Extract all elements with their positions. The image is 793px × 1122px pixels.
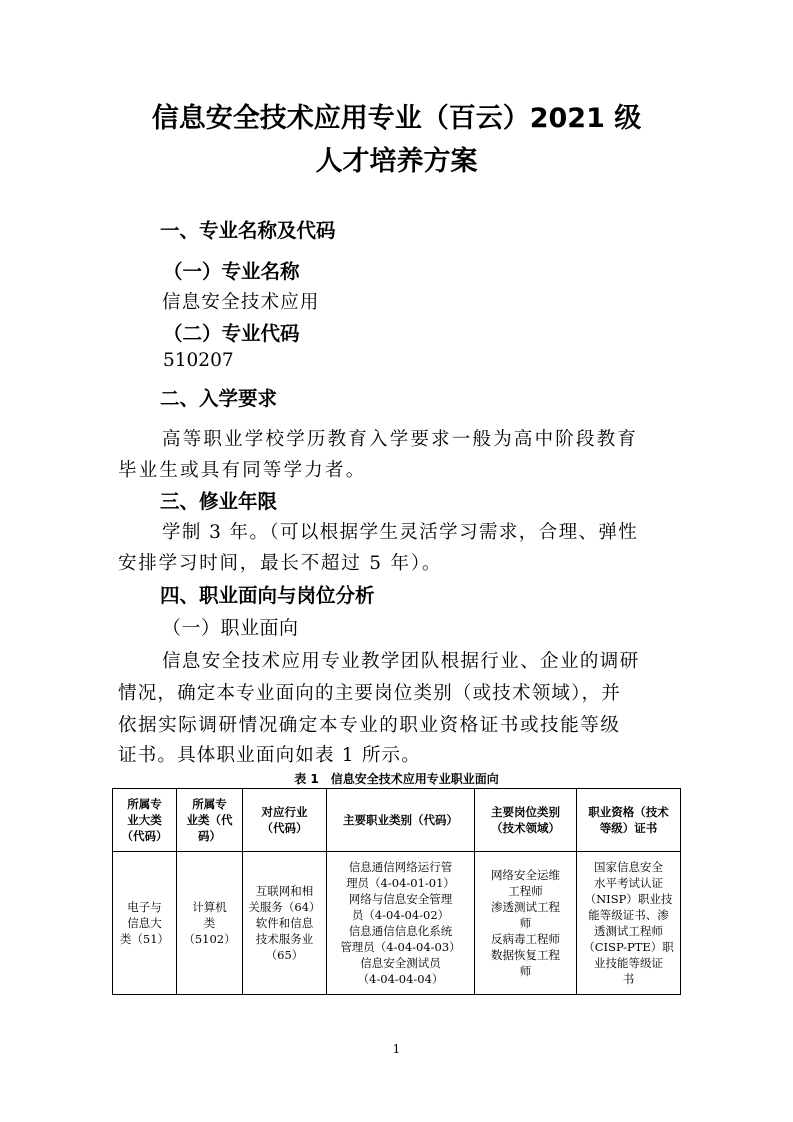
cell-discipline-category: 电子与 信息大 类（51） — [113, 852, 177, 995]
admission-text-line2: 毕业生或具有同等学力者。 — [118, 460, 367, 481]
table-row — [113, 852, 681, 995]
occupation-table — [112, 788, 681, 995]
header-discipline-category: 所属专 业大类 （代码） — [113, 789, 177, 852]
duration-text-line2: 安排学习时间，最长不超过 5 年）。 — [118, 553, 443, 574]
major-code-text: 510207 — [163, 350, 234, 371]
cell-certificate: 国家信息安全 水平考试认证 （NISP）职业技 能等级证书、渗 透测试工程师 （CISP-PTE）职 业技能等级证 书 — [577, 852, 681, 995]
cell-job-category: 网络安全运维 工程师 渗透测试工程 师 反病毒工程师 数据恢复工程 师 — [475, 852, 577, 995]
section-heading-3: 三、修业年限 — [160, 490, 278, 513]
document-title-line2: 人才培养方案 — [315, 146, 478, 177]
occupation-text-line1: 信息安全技术应用专业教学团队根据行业、企业的调研 — [162, 651, 640, 672]
document-title-line1: 信息安全技术应用专业（百云）2021 级 — [151, 103, 642, 134]
admission-text-line1: 高等职业学校学历教育入学要求一般为高中阶段教育 — [162, 429, 639, 450]
subsection-heading-name: （一）专业名称 — [163, 260, 300, 283]
table-caption: 表 1 信息安全技术应用专业职业面向 — [294, 772, 499, 786]
section-heading-1: 一、专业名称及代码 — [160, 219, 336, 242]
duration-text-line1: 学制 3 年。（可以根据学生灵活学习需求，合理、弹性 — [162, 522, 639, 543]
table-header-row — [113, 789, 681, 852]
major-name-text: 信息安全技术应用 — [162, 292, 320, 313]
page-number: 1 — [392, 1042, 401, 1056]
occupation-text-line2: 情况，确定本专业面向的主要岗位类别（或技术领域），并 — [118, 683, 621, 704]
cell-occupation-category: 信息通信网络运行管 理员（4-04-01-01） 网络与信息安全管理 员（4-04-04-02） 信息通信信息化系统 管理员（4-04-04-03） 信息安全测试员 （4-04-04-04） — [327, 852, 475, 995]
header-industry: 对应行业 （代码） — [243, 789, 327, 852]
header-discipline-class: 所属专 业类（代 码） — [177, 789, 243, 852]
occupation-text-line3: 依据实际调研情况确定本专业的职业资格证书或技能等级 — [118, 715, 621, 736]
subsection-heading-code: （二）专业代码 — [163, 322, 300, 345]
section-heading-2: 二、入学要求 — [160, 387, 278, 410]
cell-discipline-class: 计算机 类 （5102） — [177, 852, 243, 995]
subsection-heading-occupation: （一）职业面向 — [162, 617, 299, 639]
occupation-text-line4: 证书。具体职业面向如表 1 所示。 — [118, 745, 421, 766]
section-heading-4: 四、职业面向与岗位分析 — [160, 584, 375, 607]
cell-industry: 互联网和相 关服务（64） 软件和信息 技术服务业 （65） — [243, 852, 327, 995]
header-certificate: 职业资格（技术 等级）证书 — [577, 789, 681, 852]
header-occupation-category: 主要职业类别（代码） — [327, 789, 475, 852]
header-job-category: 主要岗位类别 （技术领域） — [475, 789, 577, 852]
